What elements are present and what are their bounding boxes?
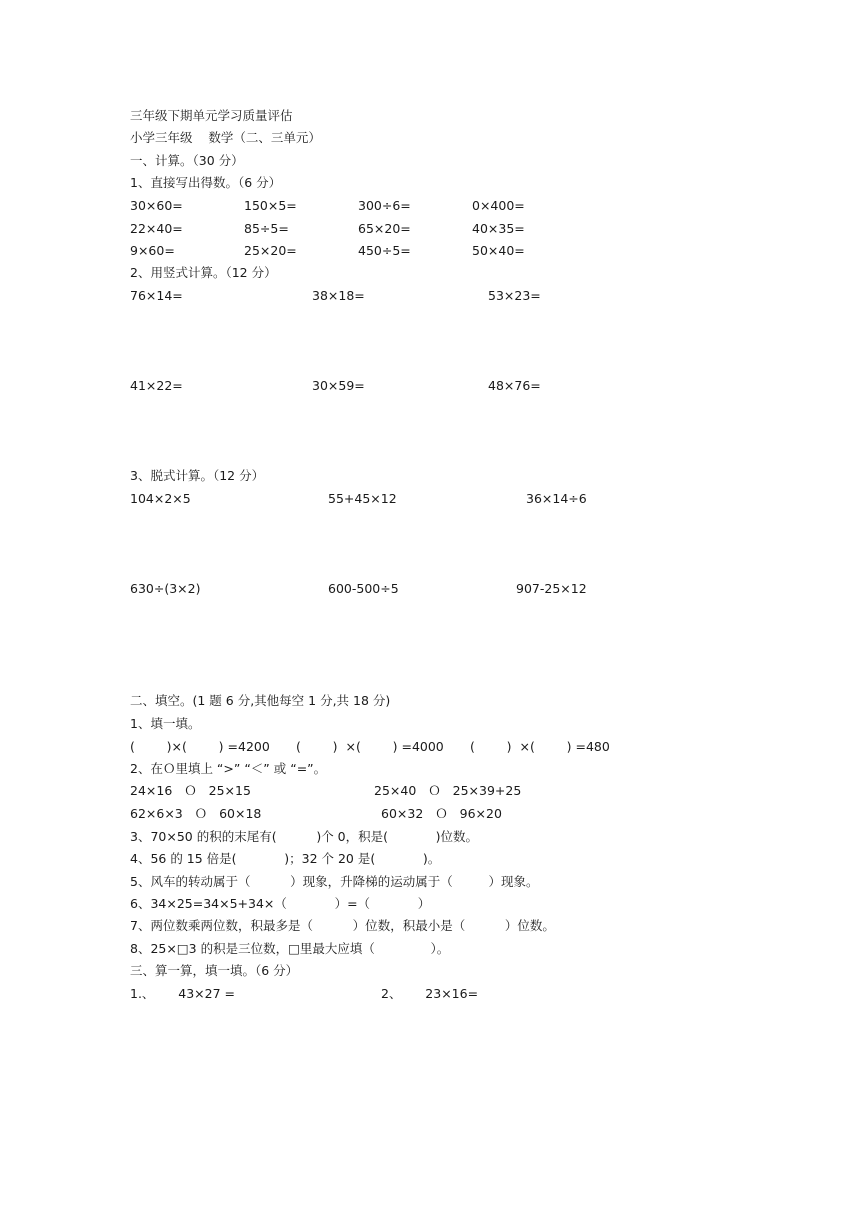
q1-cell: 300÷6= — [358, 198, 411, 213]
q1-cell: 30×60= — [130, 198, 183, 213]
q1-cell: 150×5= — [244, 198, 297, 213]
q3-cell: 36×14÷6 — [526, 491, 587, 506]
q2-cell: 53×23= — [488, 288, 541, 303]
q3-cell: 55+45×12 — [328, 491, 397, 506]
compare-item: 62×6×3 Ｏ 60×18 — [130, 806, 262, 821]
q1-cell: 65×20= — [358, 221, 411, 236]
page-title: 三年级下期单元学习质量评估 — [130, 108, 293, 123]
part2-q1-heading: 1、填一填。 — [130, 716, 201, 731]
q2-cell: 38×18= — [312, 288, 365, 303]
q3-cell: 600-500÷5 — [328, 581, 399, 596]
q2-cell: 76×14= — [130, 288, 183, 303]
fill-item: ( ) ×( ) =480 — [470, 739, 610, 754]
part1-heading: 一、计算。（30 分） — [130, 153, 244, 168]
part3-heading: 三、算一算，填一填。（6 分） — [130, 963, 299, 978]
part2-q4: 4、56 的 15 倍是( )；32 个 20 是( )。 — [130, 851, 441, 866]
compare-item: 25×40 Ｏ 25×39+25 — [374, 783, 522, 798]
part2-q6: 6、34×25=34×5+34×（ ）=（ ） — [130, 896, 431, 911]
q1-cell: 85÷5= — [244, 221, 289, 236]
part2-q2-heading: 2、在Ｏ里填上 “>” “＜” 或 “=”。 — [130, 761, 327, 776]
fill-item: ( )×( ) =4200 — [130, 739, 270, 754]
q1-heading: 1、直接写出得数。（6 分） — [130, 175, 282, 190]
q1-cell: 9×60= — [130, 243, 175, 258]
page-subtitle: 小学三年级 数学（二、三单元） — [130, 130, 321, 145]
part2-q7: 7、两位数乘两位数，积最多是（ ）位数，积最小是（ ）位数。 — [130, 918, 555, 933]
part3-item: 2、 23×16= — [381, 986, 479, 1001]
part3-item: 1.、 43×27 = — [130, 986, 235, 1001]
q1-cell: 25×20= — [244, 243, 297, 258]
q3-cell: 630÷(3×2) — [130, 581, 201, 596]
q3-cell: 104×2×5 — [130, 491, 191, 506]
q2-cell: 48×76= — [488, 378, 541, 393]
q1-cell: 40×35= — [472, 221, 525, 236]
q2-heading: 2、用竖式计算。（12 分） — [130, 265, 277, 280]
part2-q3: 3、70×50 的积的末尾有( )个 0，积是( )位数。 — [130, 829, 479, 844]
q1-cell: 450÷5= — [358, 243, 411, 258]
q1-cell: 22×40= — [130, 221, 183, 236]
q1-cell: 50×40= — [472, 243, 525, 258]
q1-cell: 0×400= — [472, 198, 525, 213]
q2-cell: 30×59= — [312, 378, 365, 393]
q2-cell: 41×22= — [130, 378, 183, 393]
part2-q5: 5、风车的转动属于（ ）现象，升降梯的运动属于（ ）现象。 — [130, 874, 539, 889]
part2-heading: 二、填空。(1 题 6 分,其他每空 1 分,共 18 分) — [130, 693, 391, 708]
fill-item: ( ) ×( ) =4000 — [296, 739, 444, 754]
compare-item: 60×32 Ｏ 96×20 — [381, 806, 502, 821]
part2-q8: 8、25×□3 的积是三位数，□里最大应填（ ）。 — [130, 941, 450, 956]
compare-item: 24×16 Ｏ 25×15 — [130, 783, 251, 798]
q3-heading: 3、脱式计算。（12 分） — [130, 468, 265, 483]
q3-cell: 907-25×12 — [516, 581, 587, 596]
